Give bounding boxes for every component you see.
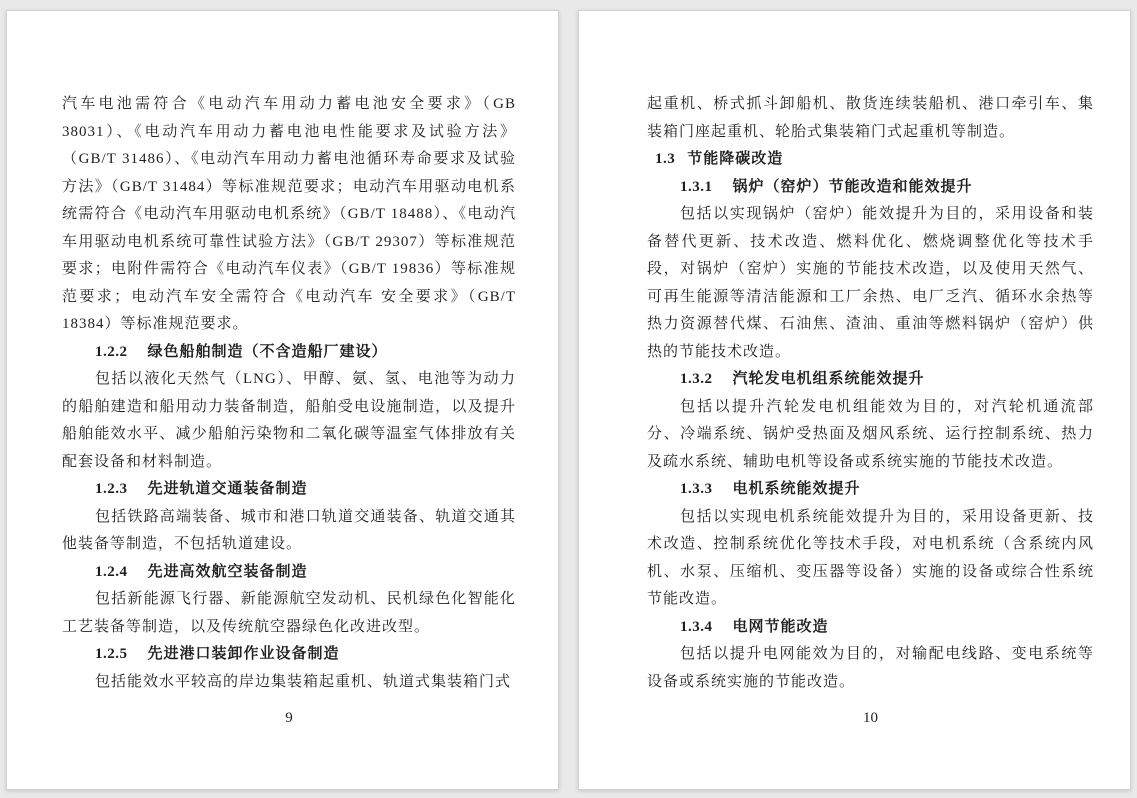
paragraph: 包括以提升汽轮发电机组能效为目的，对汽轮机通流部分、冷端系统、锅炉受热面及烟风系统、运行控制系统、热力及疏水系统、辅助电机等设备或系统实施的节能技术改造。 (647, 398, 1094, 470)
section-title: 节能降碳改造 (687, 151, 784, 167)
section-title: 锅炉（窑炉）节能改造和能效提升 (732, 178, 973, 195)
section-title: 汽轮发电机组系统能效提升 (732, 371, 925, 387)
paragraph: 包括以实现锅炉（窑炉）能效提升为目的，采用设备和装备替代更新、技术改造、燃料优化、燃烧调整优化等技术手段，对锅炉（窑炉）实施的节能技术改造，以及使用天然气、可再生能源等清洁能源和工厂余热、电厂乏汽、循环水余热等热力资源替代煤、石油焦、渣油、重油等燃料锅炉（窑炉）供热的节能技术改造。 (647, 206, 1094, 360)
section-title: 先进高效航空装备制造 (147, 563, 308, 580)
paragraph: 汽车电池需符合《电动汽车用动力蓄电池安全要求》（GB 38031）、《电动汽车用动力蓄电池电性能要求及试验方法》（GB/T 31486）、《电动汽车用动力蓄电池循环寿命要求及试验方法》（GB/T 31484）等标准规范要求；电动汽车用驱动电机系统需符合《电动汽车用驱动电机系统》（GB/T 18488）、《电动汽车用驱动电机系统可靠性试验方法》（GB/T 29307）等标准规范要求；电附件需符合《电动汽车仪表》（GB/T 19836）等标准规范要求；电动汽车安全需符合《电动汽车 安全要求》（GB/T 18384）等标准规范要求。 (62, 96, 516, 332)
paragraph: 起重机、桥式抓斗卸船机、散货连续装船机、港口牵引车、集装箱门座起重机、轮胎式集装箱门式起重机等制造。 (647, 96, 1094, 140)
section-title: 电机系统能效提升 (732, 481, 861, 497)
section-number: 1.3.1 (680, 178, 713, 195)
paragraph: 包括能效水平较高的岸边集装箱起重机、轨道式集装箱门式 (95, 673, 512, 690)
page-number: 9 (285, 710, 293, 726)
page-number: 10 (863, 710, 878, 726)
section-number: 1.3 (655, 151, 676, 167)
paragraph: 包括新能源飞行器、新能源航空发动机、民机绿色化智能化工艺装备等制造，以及传统航空器绿色化改进改型。 (62, 591, 516, 635)
section-number: 1.2.3 (95, 481, 128, 497)
section-number: 1.3.2 (680, 371, 713, 387)
paragraph: 包括以液化天然气（LNG）、甲醇、氨、氢、电池等为动力的船舶建造和船用动力装备制造，船舶受电设施制造，以及提升船舶能效水平、减少船舶污染物和二氧化碳等温室气体排放有关配套设备和材料制造。 (62, 371, 516, 470)
section-title: 先进轨道交通装备制造 (147, 481, 308, 497)
section-heading (62, 641, 516, 669)
section-heading (647, 146, 1094, 174)
section-heading (62, 339, 516, 367)
section-number: 1.3.3 (680, 481, 713, 497)
page-content (647, 91, 1094, 696)
section-heading (62, 559, 516, 587)
section-heading (647, 476, 1094, 504)
section-heading (62, 476, 516, 504)
section-number: 1.2.4 (95, 563, 128, 580)
section-number: 1.2.5 (95, 646, 128, 662)
section-title: 绿色船舶制造（不含造船厂建设） (147, 343, 388, 360)
section-title: 电网节能改造 (732, 618, 829, 635)
page-content (62, 91, 516, 696)
paragraph: 包括以提升电网能效为目的，对输配电线路、变电系统等设备或系统实施的节能改造。 (647, 646, 1094, 690)
section-heading (647, 614, 1094, 642)
paragraph: 包括铁路高端装备、城市和港口轨道交通装备、轨道交通其他装备等制造，不包括轨道建设。 (62, 508, 516, 552)
document-page-left (6, 10, 559, 790)
paragraph: 包括以实现电机系统能效提升为目的，采用设备更新、技术改造、控制系统优化等技术手段，对电机系统（含系统内风机、水泵、压缩机、变压器等设备）实施的设备或综合性系统节能改造。 (647, 508, 1094, 607)
section-title: 先进港口装卸作业设备制造 (147, 646, 340, 662)
document-page-right (578, 10, 1131, 790)
section-heading (647, 174, 1094, 202)
section-number: 1.3.4 (680, 618, 713, 635)
section-number: 1.2.2 (95, 343, 128, 360)
section-heading (647, 366, 1094, 394)
